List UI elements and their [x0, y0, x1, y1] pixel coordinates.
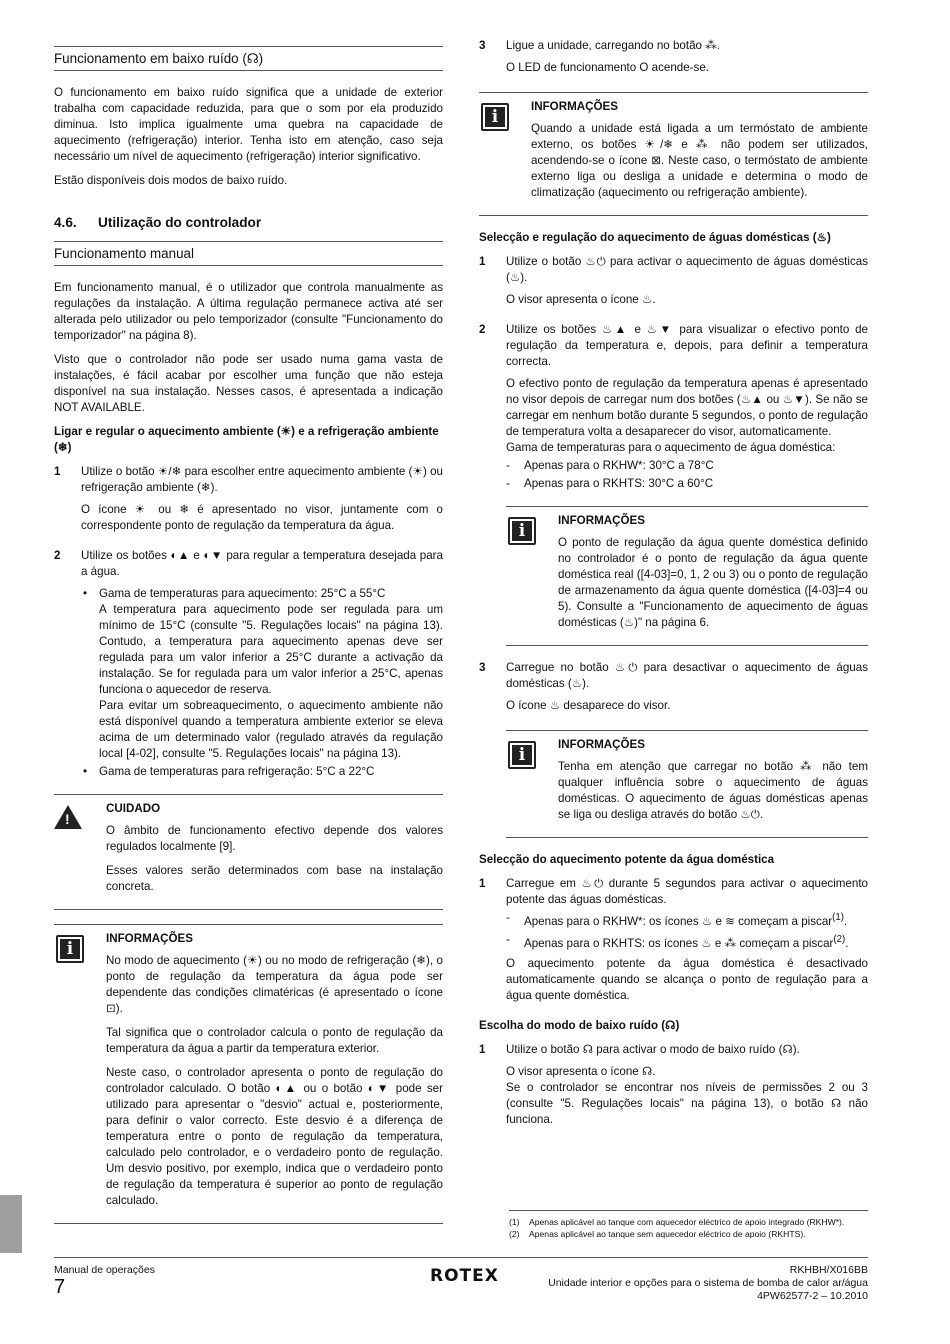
- footnote-ref: (2): [833, 933, 846, 945]
- info-text: Quando a unidade está ligada a um termóstato de ambiente externo, os botões ☀/❄ e ⁂ não podem ser utilizados, acendendo-se o ícone ⊠. Neste caso, o termóstato de ambiente externo liga ou desliga a unidade e determina o modo de climatização (aquecimento ou refrigeração ambiente).: [531, 122, 868, 199]
- info-text: Tenha em atenção que carregar no botão ⁂ não tem qualquer influência sobre o aquecimento de águas domésticas. O aquecimento de águas domésticas apenas se liga ou desliga através do botão ♨⏻.: [558, 760, 868, 821]
- step-text: Utilize os botões ♨▲ e ♨▼ para visualizar o efectivo ponto de regulação da temperatura e, depois, para definir a temperatura correcta.: [506, 323, 868, 368]
- list-item-detail: A temperatura para aquecimento pode ser regulada para um mínimo de 15°C (consulte "5. Regulações locais" na página 13). Contudo, a temperatura para aquecimento apenas deve ser regulada para um valor inferior a 25°C durante a activação da instalação. Se for regulada para um valor inferior a 25°C, apenas funciona o aquecedor de reserva.: [99, 603, 443, 696]
- list-item: - Apenas para o RKHW*: 30°C a 78°C: [524, 458, 868, 474]
- chapter-number: 4.6.: [54, 215, 77, 230]
- low-noise-step-1: [479, 1042, 868, 1134]
- step-number: 3: [479, 39, 486, 52]
- info-text: Neste caso, o controlador apresenta o ponto de regulação do controlador calculado. O botão ◐▲ ou o botão ◐▼ pode ser utilizado para apresentar o "desvio" actual e, posteriormente, para definir o valor correcto. Este desvio é a diferença de temperatura entre o ponto de regulação da temperatura, calculado pelo controlador, e o verdadeiro ponto de regulação. Um desvio positivo, por exemplo, indica que o verdadeiro ponto de regulação da temperatura é superior ao ponto de regulação calculado.: [106, 1066, 443, 1207]
- info-text: Tal significa que o controlador calcula o ponto de regulação da temperatura da água a partir da temperatura exterior.: [106, 1026, 443, 1055]
- left-column: [54, 38, 443, 1238]
- step-text: O LED de funcionamento O acende-se.: [506, 61, 710, 74]
- step-number: 3: [479, 661, 486, 674]
- info-icon: i: [508, 741, 536, 769]
- step-text: Carregue no botão ♨⏻ para desactivar o aquecimento de águas domésticas (♨).: [506, 661, 868, 690]
- rotex-logo: ROTEX: [430, 1266, 499, 1286]
- list-item: - Apenas para o RKHTS: os ícones ♨ e ⁂ começam a piscar$^{(2)}$.: [524, 932, 868, 952]
- step-text: Utilize o botão ☊ para activar o modo de baixo ruído (☊).: [506, 1042, 800, 1056]
- footnote: (2) Apenas aplicável ao tanque sem aquecedor eléctrico de apoio (RKHTS).: [509, 1229, 806, 1239]
- step-text: O efectivo ponto de regulação da temperatura apenas é apresentado no visor depois de carregar num dos botões (♨▲ ou ♨▼). Se não se carregar em nenhum botão durante 5 segundos, o ponto de regulação de temperatura volta a desaparecer do visor, automaticamente.: [506, 377, 868, 438]
- bullet-list: [81, 586, 443, 780]
- dhw-step-2: [479, 322, 868, 496]
- chapter-title: Utilização do controlador: [98, 215, 262, 230]
- info-box: [479, 92, 868, 216]
- low-noise-mode-heading: Escolha do modo de baixo ruído (☊): [479, 1018, 680, 1032]
- list-item-detail: Para evitar um sobreaquecimento, o aquecimento ambiente não está disponível quando a temperatura ambiente exterior se eleva acima de um determinado valor (regulado através da regulação local [4-02], consulte "5. Regulações locais" na página 13).: [99, 699, 443, 760]
- footer-model: RKHBH/X016BB: [789, 1264, 868, 1276]
- manual-paragraph-2: Visto que o controlador não pode ser usado numa gama vasta de instalações, é fácil acabar por escolher uma função que não esteja disponível na sua instalação. Nesses casos, é apresentada a indicação NOT AVAILABLE.: [54, 353, 443, 414]
- step-number: 2: [54, 549, 61, 562]
- info-title: INFORMAÇÕES: [531, 100, 618, 113]
- heat-step-3: [479, 38, 868, 82]
- footer-manual-label: Manual de operações: [54, 1264, 155, 1276]
- page-number: 7: [54, 1276, 66, 1298]
- right-column: [479, 38, 868, 1142]
- heat-cool-heading: Ligar e regular o aquecimento ambiente (☀) e a refrigeração ambiente (❄): [54, 425, 439, 454]
- footer-right: [548, 1264, 868, 1303]
- dhw-heading: Selecção e regulação do aquecimento de águas domésticas (♨): [479, 231, 831, 244]
- heat-step-1: [54, 464, 443, 540]
- dash-list: [506, 910, 868, 952]
- footer-divider: [54, 1257, 868, 1258]
- info-box: [506, 506, 868, 646]
- info-text: No modo de aquecimento (☀) ou no modo de refrigeração (❄), o ponto de regulação da temperatura da água pode ser dependente das condições climatéricas (é apresentado o ícone ⊡).: [106, 954, 443, 1015]
- step-text: O visor apresenta o ícone ☊.: [506, 1064, 656, 1078]
- caution-text: O âmbito de funcionamento efectivo depende dos valores regulados localmente [9].: [106, 824, 443, 853]
- step-text: O ícone ♨ desaparece do visor.: [506, 699, 671, 712]
- side-tab: [0, 1195, 22, 1253]
- step-number: 1: [479, 255, 486, 268]
- footnotes: [509, 1210, 868, 1241]
- footnote-ref: (1): [832, 912, 844, 923]
- manual-heading: Funcionamento manual: [54, 241, 443, 266]
- powerful-step-1: [479, 876, 868, 1010]
- info-icon: i: [56, 935, 84, 963]
- info-title: INFORMAÇÕES: [558, 514, 645, 527]
- step-number: 1: [479, 877, 486, 890]
- low-noise-heading: Funcionamento em baixo ruído (☊): [54, 46, 443, 71]
- low-noise-modes: Estão disponíveis dois modos de baixo ruído.: [54, 174, 288, 187]
- dhw-step-3: [479, 660, 868, 720]
- info-icon: i: [508, 517, 536, 545]
- dhw-step-1: [479, 254, 868, 314]
- footer-code: 4PW62577-2 – 10.2010: [757, 1290, 868, 1302]
- step-text: O aquecimento potente da água doméstica é desactivado automaticamente quando se alcança o ponto de regulação para a água quente doméstica.: [506, 956, 868, 1002]
- heat-step-2: [54, 548, 443, 784]
- list-item: • Gama de temperaturas para aquecimento: 25°C a 55°C A temperatura para aquecimento pode ser regulada para um mínimo de 15°C (consulte "5. Regulações locais" na página 13). Contudo, a temperatura para aquecimento apenas deve ser regulada para um valor inferior a 25°C durante a activação da instalação. Se for regulada para um valor inferior a 25°C, apenas funciona o aquecedor de reserva. Para evitar um sobreaquecimento, o aquecimento ambiente não está disponível quando a temperatura ambiente exterior se eleva acima de um determinado valor (regulado através da regulação local [4-02], consulte "5. Regulações locais" na página 13).: [99, 586, 443, 762]
- step-number: 2: [479, 323, 486, 336]
- step-text: Se o controlador se encontrar nos níveis de permissões 2 ou 3 (consulte "5. Regulações locais" na página 13), o botão ☊ não funciona.: [506, 1080, 868, 1126]
- manual-paragraph-1: Em funcionamento manual, é o utilizador que controla manualmente as regulações da instalação. A última regulação permanece activa até ser alterada pelo utilizador ou pelo temporizador (consulte "Funcionamento do temporizador" na página 8).: [54, 281, 443, 342]
- footnote: (1) Apenas aplicável ao tanque com aquecedor eléctrico de apoio integrado (RKHW*).: [509, 1217, 845, 1227]
- list-item: - Apenas para o RKHW*: os ícones ♨ e ≋ começam a piscar$^{(1)}$.: [524, 910, 868, 930]
- step-text: O visor apresenta o ícone ♨.: [506, 293, 656, 306]
- powerful-heading: Selecção do aquecimento potente da água doméstica: [479, 853, 775, 866]
- step-text: Utilize o botão ☀/❄ para escolher entre aquecimento ambiente (☀) ou refrigeração ambiente (❄).: [81, 465, 443, 494]
- step-text: Gama de temperaturas para o aquecimento de água doméstica:: [506, 441, 836, 454]
- dash-list: [506, 458, 868, 492]
- list-item: - Apenas para o RKHTS: 30°C a 60°C: [524, 476, 868, 492]
- info-text: O ponto de regulação da água quente doméstica definido no controlador é o ponto de regulação da água quente doméstica real ([4-03]=0, 1, 2 ou 3) ou o ponto de regulação de armazenamento da água quente doméstica ([4-03]=4 ou 5). Consulte a "Funcionamento de aquecimento de águas domésticas (♨)" na página 6.: [558, 536, 868, 629]
- caution-text: Esses valores serão determinados com base na instalação concreta.: [106, 864, 443, 893]
- step-text: Utilize os botões ◐▲ e ◐▼ para regular a temperatura desejada para a água.: [81, 549, 443, 578]
- low-noise-paragraph: O funcionamento em baixo ruído significa que a unidade de exterior trabalha com capacidade reduzida, para que o som por ela produzido diminua. Isto implica igualmente uma quebra na capacidade de aquecimento (refrigeração) interior. Tenha isto em atenção, caso seja necessário um nível de aquecimento (refrigeração) interior significativo.: [54, 86, 443, 163]
- step-text: Ligue a unidade, carregando no botão ⁂.: [506, 39, 721, 52]
- info-box: [54, 924, 443, 1224]
- footer-description: Unidade interior e opções para o sistema de bomba de calor ar/água: [548, 1277, 868, 1289]
- chapter-heading: [54, 215, 443, 231]
- info-icon: i: [481, 103, 509, 131]
- info-box: [506, 730, 868, 838]
- warning-icon: [54, 805, 82, 829]
- caution-title: CUIDADO: [106, 802, 161, 815]
- step-text: O ícone ☀ ou ❄ é apresentado no visor, juntamente com o correspondente ponto de regulação da temperatura da água.: [81, 503, 443, 532]
- step-text: Utilize o botão ♨⏻ para activar o aquecimento de águas domésticas (♨).: [506, 255, 868, 284]
- caution-box: [54, 794, 443, 910]
- info-title: INFORMAÇÕES: [106, 932, 193, 945]
- list-item: • Gama de temperaturas para refrigeração: 5°C a 22°C: [99, 764, 443, 780]
- step-number: 1: [54, 465, 61, 478]
- info-title: INFORMAÇÕES: [558, 738, 645, 751]
- step-text: Carregue em ♨⏻ durante 5 segundos para activar o aquecimento potente das águas domésticas.: [506, 877, 868, 906]
- step-number: 1: [479, 1042, 486, 1056]
